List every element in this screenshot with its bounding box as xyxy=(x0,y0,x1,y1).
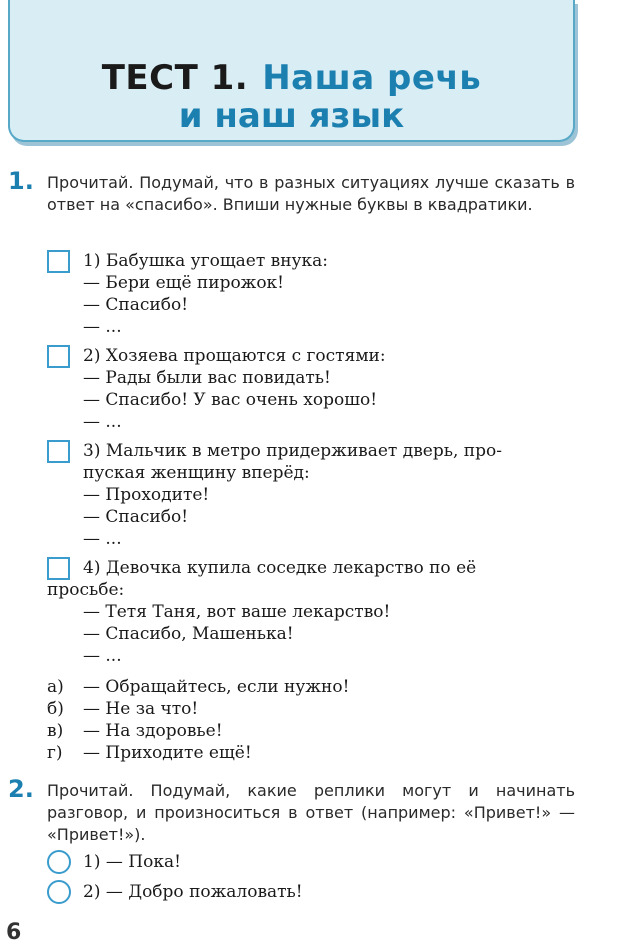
item-3-line: — ... xyxy=(83,529,122,549)
answer-box-2[interactable] xyxy=(47,345,70,368)
item-4-line: 4) Девочка купила соседке лекарство по её xyxy=(83,558,477,578)
test-header xyxy=(8,0,575,142)
answer-label: а) xyxy=(47,677,64,697)
answer-option xyxy=(47,676,349,698)
item-1-line: — Спасибо! xyxy=(83,295,189,315)
question-2-instruction: Прочитай. Подумай, какие реплики могут и начинать разговор, и произноситься в ответ (например: «Привет!» — «Привет!»). xyxy=(47,781,575,844)
item-3-line: пуская женщину вперёд: xyxy=(83,463,310,483)
answer-circle-2[interactable] xyxy=(47,880,71,904)
title-line1: Наша речь xyxy=(262,58,482,98)
answer-option xyxy=(47,698,198,720)
answer-box-4[interactable] xyxy=(47,557,70,580)
item-4-line: — ... xyxy=(83,646,122,666)
answer-box-1[interactable] xyxy=(47,250,70,273)
item-2-line: — Рады были вас повидать! xyxy=(83,368,331,388)
item-2-line: — Спасибо! У вас очень хорошо! xyxy=(83,390,378,410)
item-3-line: — Проходите! xyxy=(83,485,210,505)
question-2-number: 2. xyxy=(8,775,34,803)
answer-text: — Приходите ещё! xyxy=(83,743,252,763)
item-2-line: 2) Хозяева прощаются с гостями: xyxy=(83,346,386,366)
question-1-instruction: Прочитай. Подумай, что в разных ситуациях лучше сказать в ответ на «спасибо». Впиши нужные буквы в квадратики. xyxy=(47,173,575,214)
item-1-line: — Бери ещё пирожок! xyxy=(83,273,285,293)
item-4-line: — Спасибо, Машенька! xyxy=(83,624,294,644)
answer-text: — На здоровье! xyxy=(83,721,223,741)
answer-option xyxy=(47,742,252,764)
test-title xyxy=(10,58,573,98)
q2-option: 2) — Добро пожаловать! xyxy=(83,882,303,902)
answer-label: б) xyxy=(47,699,64,719)
answer-circle-1[interactable] xyxy=(47,850,71,874)
item-1-line: — ... xyxy=(83,317,122,337)
item-1-line: 1) Бабушка угощает внука: xyxy=(83,251,329,271)
item-3-line: — Спасибо! xyxy=(83,507,189,527)
answer-text: — Не за что! xyxy=(83,699,199,719)
item-4-line: просьбе: xyxy=(47,580,125,600)
item-4-line: — Тетя Таня, вот ваше лекарство! xyxy=(83,602,391,622)
answer-option xyxy=(47,720,223,742)
answer-box-3[interactable] xyxy=(47,440,70,463)
item-2-line: — ... xyxy=(83,412,122,432)
answer-label: г) xyxy=(47,743,63,763)
item-3-line: 3) Мальчик в метро придерживает дверь, про- xyxy=(83,441,502,461)
page-number: 6 xyxy=(6,920,22,945)
q2-option: 1) — Пока! xyxy=(83,852,181,872)
answer-label: в) xyxy=(47,721,64,741)
answer-text: — Обращайтесь, если нужно! xyxy=(83,677,350,697)
test-label: ТЕСТ 1. xyxy=(101,58,249,98)
question-1-number: 1. xyxy=(8,167,34,195)
title-line2: и наш язык xyxy=(178,96,405,136)
